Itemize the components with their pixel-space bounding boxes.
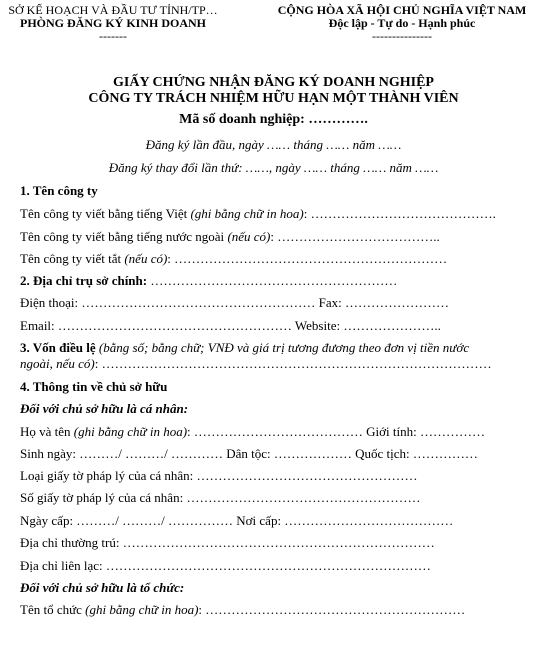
office-line: PHÒNG ĐĂNG KÝ KINH DOANH — [20, 16, 206, 30]
vietnamese-name-field: Tên công ty viết bằng tiếng Việt (ghi bằng chữ in hoa): ……………………………………. — [20, 206, 496, 221]
organization-owner-heading: Đối với chủ sở hữu là tổ chức: — [20, 580, 185, 595]
document-title — [0, 75, 547, 107]
header-right-dashes: --------------- — [372, 29, 432, 43]
contact-address-field: Địa chỉ liên lạc: ………………………………………………………………… — [20, 558, 431, 573]
section-4-heading: 4. Thông tin về chủ sở hữu — [20, 379, 168, 394]
phone-fax-field: Điện thoại: ……………………………………………… Fax: …………………… — [20, 295, 449, 310]
national-motto: Độc lập - Tự do - Hạnh phúc — [328, 16, 476, 30]
title-line-1: GIẤY CHỨNG NHẬN ĐĂNG KÝ DOANH NGHIỆP — [113, 75, 434, 90]
change-registration: Đăng ký thay đổi lần thứ: ……, ngày …… tháng …… năm …… — [108, 160, 439, 175]
first-registration: Đăng ký lần đầu, ngày …… tháng …… năm …… — [145, 137, 402, 152]
section-2-heading: 2. Địa chỉ trụ sở chính: ………………………………………………… — [20, 273, 398, 288]
birth-ethnicity-nationality-field: Sinh ngày: ………/ ………/ ………… Dân tộc: ……………… Quốc tịch: …………… — [20, 446, 478, 461]
department-line: SỞ KẾ HOẠCH VÀ ĐẦU TƯ TỈNH/TP… — [8, 3, 218, 17]
charter-capital-field: ngoài, nếu có): ……………………………………………………………………………… — [20, 356, 492, 371]
national-title: CỘNG HÒA XÃ HỘI CHỦ NGHĨA VIỆT NAM — [277, 3, 527, 17]
section-3-heading: 3. Vốn điều lệ (bằng số; bằng chữ; VNĐ và giá trị tương đương theo đơn vị tiền nước — [20, 340, 470, 355]
title-line-2: CÔNG TY TRÁCH NHIỆM HỮU HẠN MỘT THÀNH VIÊN — [88, 91, 459, 106]
individual-owner-heading: Đối với chủ sở hữu là cá nhân: — [20, 401, 189, 416]
foreign-name-field: Tên công ty viết bằng tiếng nước ngoài (nếu có): ……………………………….. — [20, 229, 440, 244]
organization-name-field: Tên tổ chức (ghi bằng chữ in hoa): …………………………………………………… — [20, 602, 466, 617]
header-left-dashes: ------- — [99, 29, 127, 43]
email-website-field: Email: ……………………………………………… Website: ………………….. — [20, 318, 441, 333]
owner-name-gender-field: Họ và tên (ghi bằng chữ in hoa): ………………………………… Giới tính: …………… — [20, 424, 485, 439]
enterprise-code: Mã số doanh nghiệp: …………. — [179, 112, 368, 127]
header-right — [262, 4, 542, 43]
permanent-address-field: Địa chỉ thường trú: ……………………………………………………………… — [20, 535, 435, 550]
header-left — [8, 4, 218, 43]
issue-date-place-field: Ngày cấp: ………/ ………/ …………… Nơi cấp: ………………………………… — [20, 513, 454, 528]
abbreviated-name-field: Tên công ty viết tắt (nếu có): ……………………………………………………… — [20, 251, 448, 266]
section-1-heading: 1. Tên công ty — [20, 183, 98, 198]
id-number-field: Số giấy tờ pháp lý của cá nhân: ……………………………………………… — [20, 490, 421, 505]
id-type-field: Loại giấy tờ pháp lý của cá nhân: …………………………………………… — [20, 468, 418, 483]
